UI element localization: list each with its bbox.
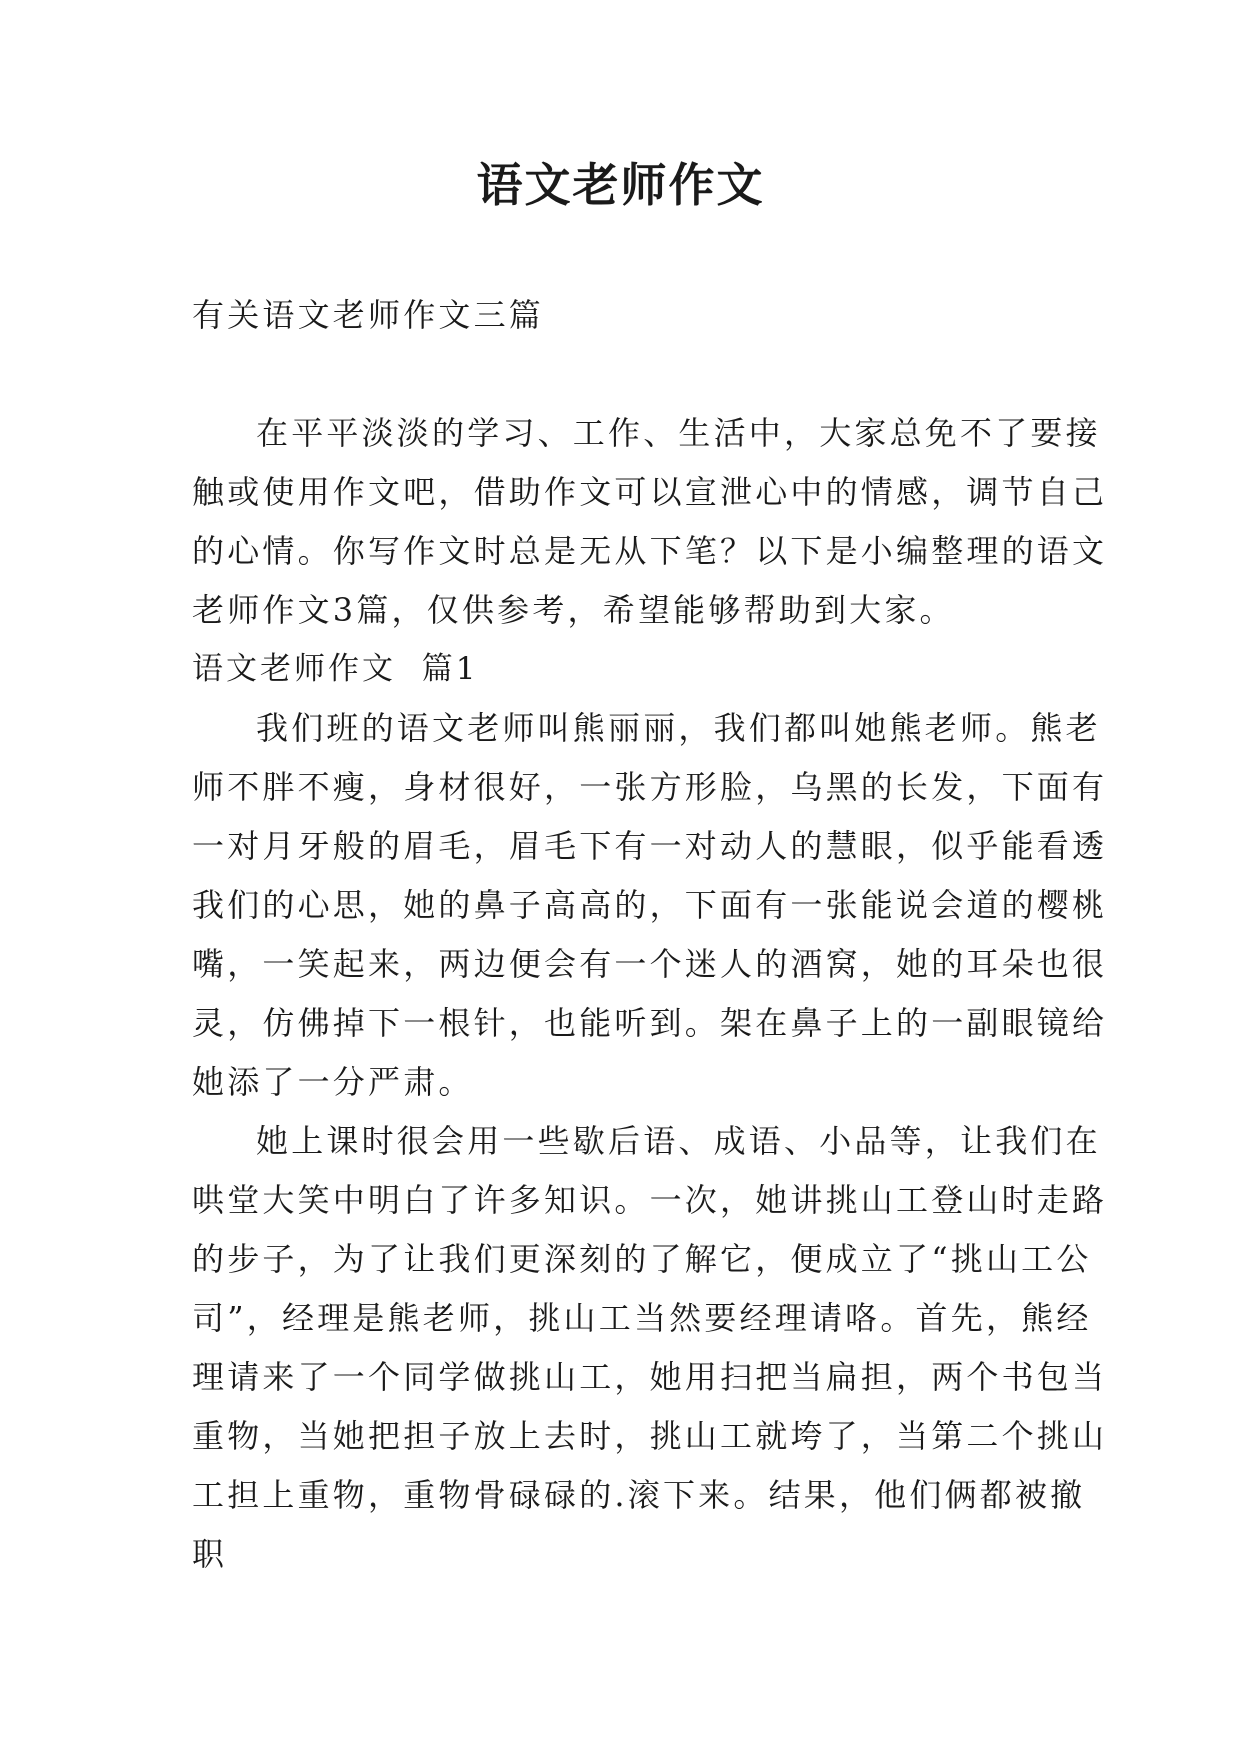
paragraph-line: 一对月牙般的眉毛，眉毛下有一对动人的慧眼，似乎能看透: [192, 827, 1108, 865]
intro-line: 的心情。你写作文时总是无从下笔？以下是小编整理的语文: [192, 532, 1108, 570]
paragraph-line: 我们的心思，她的鼻子高高的，下面有一张能说会道的樱桃: [192, 886, 1108, 924]
paragraph-line: 灵，仿佛掉下一根针，也能听到。架在鼻子上的一副眼镜给: [192, 1004, 1108, 1042]
paragraph-line: 的步子，为了让我们更深刻的了解它，便成立了“挑山工公: [192, 1240, 1092, 1278]
paragraph-line: 司”，经理是熊老师，挑山工当然要经理请咯。首先，熊经: [192, 1299, 1092, 1337]
paragraph-line: 哄堂大笑中明白了许多知识。一次，她讲挑山工登山时走路: [192, 1181, 1108, 1219]
document-title: 语文老师作文: [476, 158, 765, 212]
intro-line: 老师作文3篇，仅供参考，希望能够帮助到大家。: [192, 591, 955, 629]
document-body: [192, 286, 1108, 1584]
paragraph-line: 工担上重物，重物骨碌碌的.滚下来。结果，他们俩都被撤: [192, 1476, 1086, 1514]
paragraph-2: [192, 1112, 1108, 1584]
intro-line: 在平平淡淡的学习、工作、生活中，大家总免不了要接: [256, 414, 1101, 452]
paragraph-line: 师不胖不瘦，身材很好，一张方形脸，乌黑的长发，下面有: [192, 768, 1108, 806]
paragraph-line: 理请来了一个同学做挑山工，她用扫把当扁担，两个书包当: [192, 1358, 1108, 1396]
paragraph-line: 嘴，一笑起来，两边便会有一个迷人的酒窝，她的耳朵也很: [192, 945, 1108, 983]
document-subtitle: 有关语文老师作文三篇: [192, 296, 545, 334]
section-heading: 语文老师作文 篇1: [192, 651, 479, 687]
paragraph-line: 职: [192, 1535, 228, 1573]
paragraph-line: 重物，当她把担子放上去时，挑山工就垮了，当第二个挑山: [192, 1417, 1108, 1455]
paragraph-line: 我们班的语文老师叫熊丽丽，我们都叫她熊老师。熊老: [256, 709, 1101, 747]
paragraph-line: 她上课时很会用一些歇后语、成语、小品等，让我们在: [256, 1122, 1101, 1160]
paragraph-line: 她添了一分严肃。: [192, 1063, 474, 1101]
intro-paragraph: [192, 404, 1108, 640]
intro-line: 触或使用作文吧，借助作文可以宣泄心中的情感，调节自己: [192, 473, 1108, 511]
paragraph-1: [192, 699, 1108, 1112]
